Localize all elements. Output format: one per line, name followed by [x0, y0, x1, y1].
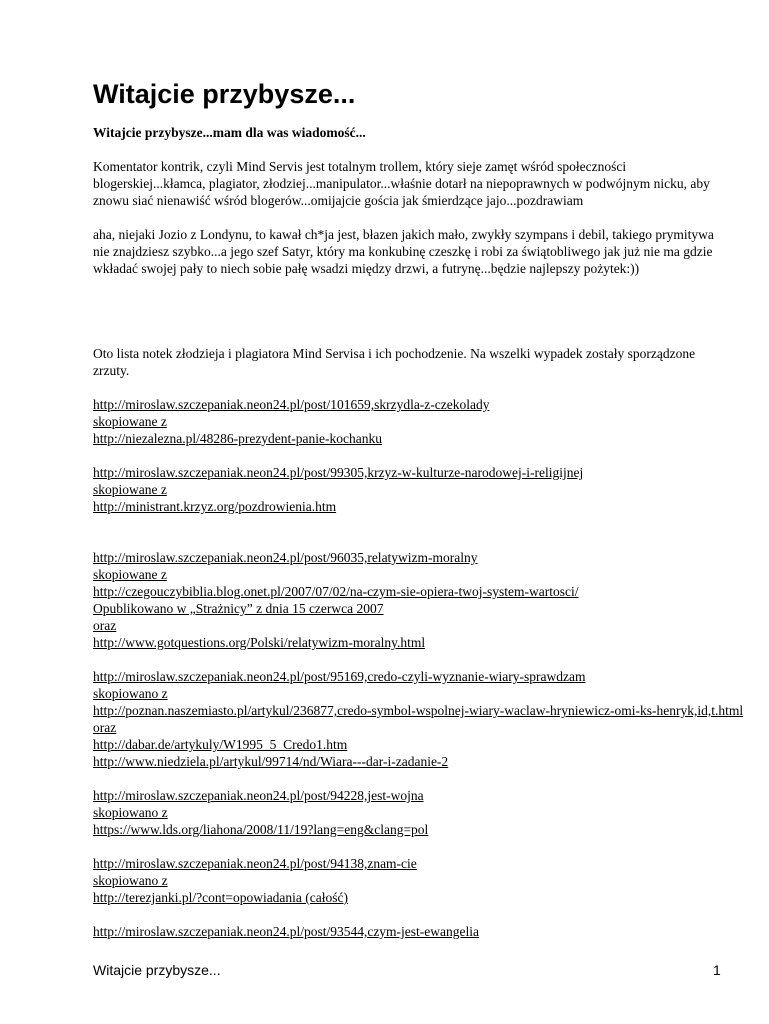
link-line[interactable]: http://miroslaw.szczepaniak.neon24.pl/post/96035,relatywizm-moralny [93, 550, 478, 565]
link-line[interactable]: skopiowano z [93, 686, 168, 701]
link-line[interactable]: http://poznan.naszemiasto.pl/artykul/236877,credo-symbol-wspolnej-wiary-waclaw-hryniewicz-omi-ks-henryk,id,t.html [93, 703, 744, 718]
link-line[interactable]: http://www.niedziela.pl/artykul/99714/nd/Wiara---dar-i-zadanie-2 [93, 754, 449, 769]
link-line[interactable]: http://miroslaw.szczepaniak.neon24.pl/post/94138,znam-cie [93, 856, 417, 871]
link-line[interactable]: http://ministrant.krzyz.org/pozdrowienia.htm [93, 499, 337, 514]
paragraph-intro: Komentator kontrik, czyli Mind Servis jest totalnym trollem, który sieje zamęt wśród społeczności blogerskiej...kłamca, plagiator, złodziej...manipulator...właśnie dotarł na niepoprawnych w podwójnym nicku, aby znowu siać nienawiść wśród blogerów...omijajcie gościa jak śmierdzące jajo...pozdrawiam [93, 159, 710, 208]
link-line[interactable]: http://terezjanki.pl/?cont=opowiadania (całość) [93, 890, 349, 905]
link-line[interactable]: http://miroslaw.szczepaniak.neon24.pl/post/99305,krzyz-w-kulturze-narodowej-i-religijnej [93, 465, 584, 480]
link-line[interactable]: skopiowane z [93, 414, 167, 429]
link-line[interactable]: skopiowano z [93, 873, 168, 888]
link-line[interactable]: http://miroslaw.szczepaniak.neon24.pl/post/94228,jest-wojna [93, 788, 424, 803]
page-title: Witajcie przybysze... [93, 79, 356, 109]
link-group-3 [93, 549, 733, 651]
link-line[interactable]: http://czegouczybiblia.blog.onet.pl/2007/07/02/na-czym-sie-opiera-twoj-system-wartosci/ [93, 584, 579, 599]
link-line[interactable]: http://miroslaw.szczepaniak.neon24.pl/post/95169,credo-czyli-wyznanie-wiary-sprawdzam [93, 669, 586, 684]
link-group-7 [93, 923, 733, 940]
link-line[interactable]: skopiowano z [93, 805, 168, 820]
link-line[interactable]: http://niezalezna.pl/48286-prezydent-panie-kochanku [93, 431, 383, 446]
link-line[interactable]: https://www.lds.org/liahona/2008/11/19?lang=eng&clang=pol [93, 822, 429, 837]
link-line[interactable]: oraz [93, 720, 117, 735]
link-line[interactable]: http://miroslaw.szczepaniak.neon24.pl/post/93544,czym-jest-ewangelia [93, 924, 480, 939]
page-number: 1 [713, 962, 721, 978]
link-group-1 [93, 396, 733, 447]
paragraph-second: aha, niejaki Jozio z Londynu, to kawał ch*ja jest, błazen jakich mało, zwykły szympans i debil, takiego prymitywa nie znajdziesz szybko...a jego szef Satyr, który ma konkubinę czeszkę i robi za świątobliwego jak już nie ma gdzie wkładać swojej pały to niech sobie pałę wsadzi między drzwi, a futrynę...będzie najlepszy pożytek:)) [93, 227, 714, 276]
link-group-2 [93, 464, 733, 515]
link-line[interactable]: Opublikowano w „Strażnicy” z dnia 15 czerwca 2007 [93, 601, 384, 616]
footer-title: Witajcie przybysze... [93, 962, 221, 978]
link-group-6 [93, 855, 733, 906]
paragraph-list-intro: Oto lista notek złodzieja i plagiatora Mind Servisa i ich pochodzenie. Na wszelki wypadek zostały sporządzone zrzuty. [93, 346, 696, 378]
spacer [93, 294, 733, 345]
link-group-4 [93, 668, 744, 770]
article-subtitle: Witajcie przybysze...mam dla was wiadomość... [93, 125, 366, 140]
link-group-5 [93, 787, 733, 838]
link-line[interactable]: http://miroslaw.szczepaniak.neon24.pl/post/101659,skrzydla-z-czekolady [93, 397, 490, 412]
link-line[interactable]: http://dabar.de/artykuly/W1995_5_Credo1.htm [93, 737, 348, 752]
link-line[interactable]: skopiowane z [93, 567, 167, 582]
link-line[interactable]: skopiowane z [93, 482, 167, 497]
article-body [93, 124, 744, 957]
link-line[interactable]: http://www.gotquestions.org/Polski/relatywizm-moralny.html [93, 635, 426, 650]
link-line[interactable]: oraz [93, 618, 117, 633]
